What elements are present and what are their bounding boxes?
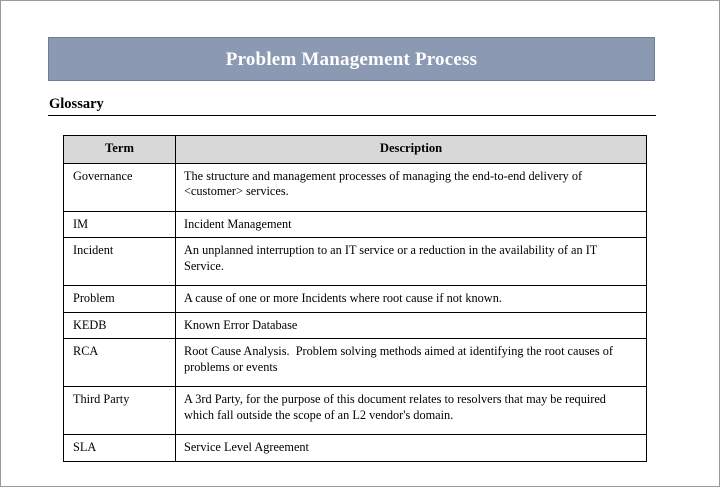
table-row	[64, 238, 647, 286]
table-body	[64, 163, 647, 461]
table-cell-description: A 3rd Party, for the purpose of this document relates to resolvers that may be required which fall outside the scope of an L2 vendor's domain.	[176, 387, 647, 435]
table-row	[64, 286, 647, 313]
table-cell-term: Problem	[64, 286, 176, 313]
table-cell-term: Governance	[64, 163, 176, 211]
glossary-table	[63, 135, 647, 462]
table-cell-description: Incident Management	[176, 211, 647, 238]
column-header-description: Description	[176, 136, 647, 164]
table-row	[64, 339, 647, 387]
table-header	[64, 136, 647, 164]
table-cell-description: An unplanned interruption to an IT service or a reduction in the availability of an IT Service.	[176, 238, 647, 286]
table-cell-term: RCA	[64, 339, 176, 387]
section-heading-divider	[48, 115, 656, 116]
table-cell-term: IM	[64, 211, 176, 238]
table-cell-description: Root Cause Analysis. Problem solving methods aimed at identifying the root causes of problems or events	[176, 339, 647, 387]
glossary-section-heading	[48, 96, 656, 113]
table-cell-term: Third Party	[64, 387, 176, 435]
page-title: Problem Management Process	[225, 48, 478, 70]
column-header-term: Term	[64, 136, 176, 164]
table-cell-term: KEDB	[64, 312, 176, 339]
table-header-row	[64, 136, 647, 164]
table-row	[64, 435, 647, 462]
table-cell-description: The structure and management processes of managing the end-to-end delivery of <customer> services.	[176, 163, 647, 211]
document-title-banner	[48, 37, 655, 81]
table-row	[64, 211, 647, 238]
table-cell-term: SLA	[64, 435, 176, 462]
table-cell-description: A cause of one or more Incidents where root cause if not known.	[176, 286, 647, 313]
section-heading-label: Glossary	[49, 96, 104, 112]
table-row	[64, 312, 647, 339]
table-row	[64, 387, 647, 435]
table-row	[64, 163, 647, 211]
table-cell-description: Service Level Agreement	[176, 435, 647, 462]
table-cell-term: Incident	[64, 238, 176, 286]
glossary-table-container	[63, 135, 646, 462]
table-cell-description: Known Error Database	[176, 312, 647, 339]
